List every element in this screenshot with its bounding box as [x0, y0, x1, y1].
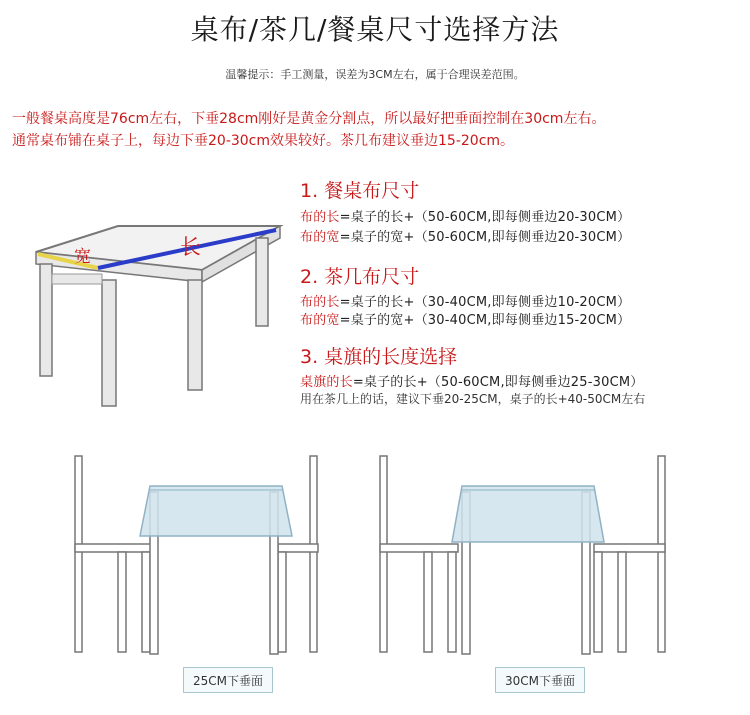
intro-line-1: 一般餐桌高度是76cm左右，下垂28cm刚好是黄金分割点，所以最好把垂面控制在30cm左右。	[12, 111, 606, 127]
section-coffee-line-2	[300, 309, 630, 328]
line-key: 布的长	[300, 210, 340, 225]
section-dining-line-2	[300, 226, 630, 245]
caption-30cm: 30CM下垂面	[495, 667, 585, 693]
drop-illustration-25cm	[70, 450, 320, 660]
page-title: 桌布/茶几/餐桌尺寸选择方法	[190, 13, 560, 46]
tablecloth-30cm	[452, 486, 604, 542]
line-key: 布的宽	[300, 313, 340, 328]
width-label: 宽	[74, 247, 91, 267]
length-label: 长	[180, 235, 201, 259]
drop-illustration-30cm	[378, 450, 678, 660]
section-runner-heading: 3. 桌旗的长度选择	[300, 346, 458, 368]
line-value: =桌子的长+（30-40CM,即每侧垂边10-20CM）	[339, 295, 631, 310]
line-key: 布的宽	[300, 230, 340, 245]
section-coffee-heading: 2. 茶几布尺寸	[300, 266, 420, 288]
line-value: =桌子的长+（50-60CM,即每侧垂边25-30CM）	[352, 375, 644, 390]
line-key: 布的长	[300, 295, 340, 310]
measurement-tip: 温馨提示：手工测量，误差为3CM左右，属于合理误差范围。	[225, 68, 525, 81]
section-dining-heading: 1. 餐桌布尺寸	[300, 180, 420, 202]
table-illustration	[28, 218, 290, 418]
coffee-table-note: 用在茶几上的话，建议下垂20-25CM，桌子的长+40-50CM左右	[300, 392, 646, 406]
section-dining-line-1	[300, 206, 630, 225]
line-value: =桌子的宽+（30-40CM,即每侧垂边15-20CM）	[339, 313, 631, 328]
caption-25cm: 25CM下垂面	[183, 667, 273, 693]
tablecloth-25cm	[140, 486, 292, 536]
section-coffee-line-1	[300, 291, 630, 310]
line-value: =桌子的长+（50-60CM,即每侧垂边20-30CM）	[339, 210, 631, 225]
intro-line-2: 通常桌布铺在桌子上，每边下垂20-30cm效果较好。茶几布建议垂边15-20cm。	[12, 133, 515, 149]
line-key: 桌旗的长	[300, 375, 353, 390]
section-runner-line-1	[300, 371, 643, 390]
line-value: =桌子的宽+（50-60CM,即每侧垂边20-30CM）	[339, 230, 631, 245]
